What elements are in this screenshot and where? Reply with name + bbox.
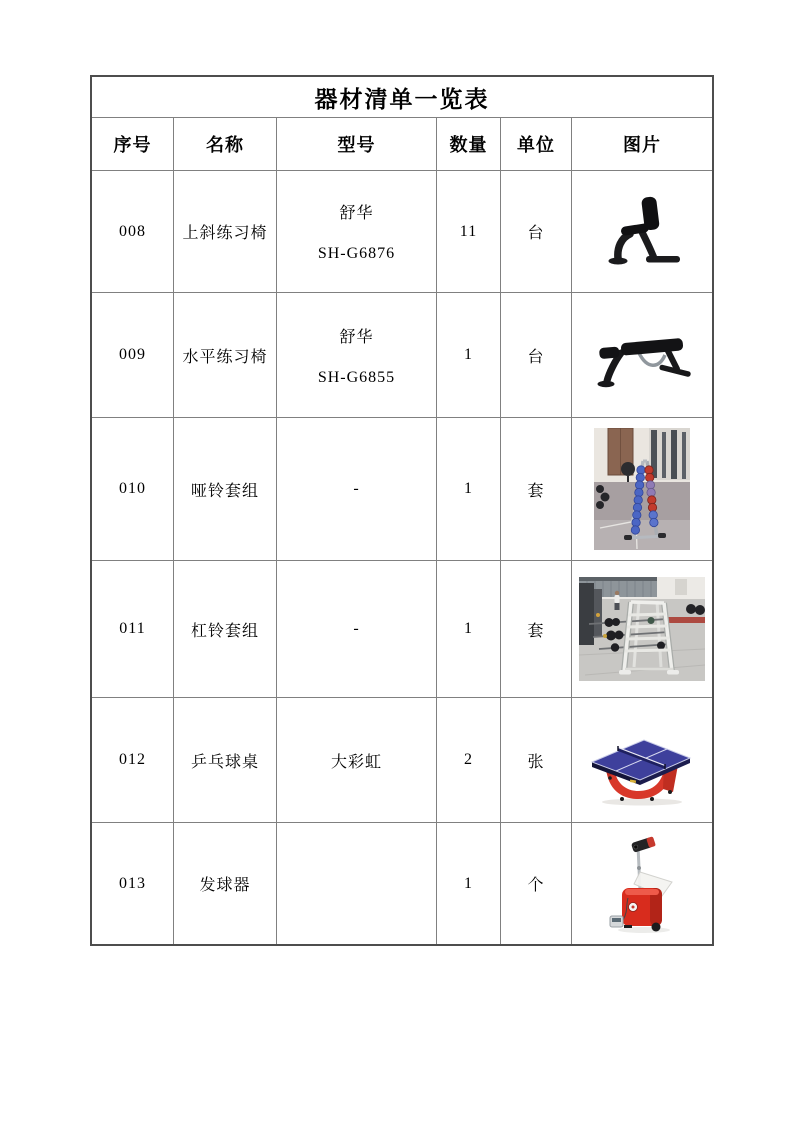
header-cell-model: 型号 bbox=[277, 118, 437, 171]
model-line: SH-G6876 bbox=[317, 245, 396, 262]
cell-qty: 11 bbox=[437, 171, 501, 293]
table-row bbox=[92, 418, 712, 561]
header-cell-qty: 数量 bbox=[437, 118, 501, 171]
cell-image bbox=[572, 293, 712, 418]
cell-qty: 1 bbox=[437, 823, 501, 944]
cell-no: 011 bbox=[92, 561, 174, 698]
incline-exercise-chair-image bbox=[590, 180, 694, 284]
model-line: SH-G6855 bbox=[317, 368, 396, 386]
table-title: 器材清单一览表 bbox=[92, 77, 712, 118]
cell-no: 009 bbox=[92, 293, 174, 418]
table-header-row bbox=[92, 118, 712, 171]
cell-no: 012 bbox=[92, 698, 174, 823]
model-line: - bbox=[353, 620, 360, 637]
model-line: 舒华 bbox=[339, 205, 374, 222]
cell-image bbox=[572, 418, 712, 561]
cell-model bbox=[277, 823, 437, 944]
model-line: 大彩虹 bbox=[330, 753, 382, 771]
cell-name: 乒乓球桌 bbox=[174, 698, 277, 823]
cell-unit: 套 bbox=[501, 418, 572, 561]
cell-qty: 1 bbox=[437, 293, 501, 418]
cell-unit: 台 bbox=[501, 293, 572, 418]
table-row bbox=[92, 698, 712, 823]
header-cell-no: 序号 bbox=[92, 118, 174, 171]
flat-exercise-bench-image bbox=[587, 311, 697, 399]
cell-image bbox=[572, 171, 712, 293]
cell-model bbox=[277, 293, 437, 418]
table-row bbox=[92, 171, 712, 293]
cell-unit: 张 bbox=[501, 698, 572, 823]
cell-no: 013 bbox=[92, 823, 174, 944]
cell-qty: 1 bbox=[437, 418, 501, 561]
cell-unit: 台 bbox=[501, 171, 572, 293]
ball-serving-machine-image bbox=[598, 832, 686, 936]
cell-unit: 个 bbox=[501, 823, 572, 944]
table-row bbox=[92, 561, 712, 698]
header-cell-unit: 单位 bbox=[501, 118, 572, 171]
cell-model bbox=[277, 561, 437, 698]
cell-model bbox=[277, 698, 437, 823]
cell-name: 发球器 bbox=[174, 823, 277, 944]
cell-unit: 套 bbox=[501, 561, 572, 698]
cell-qty: 2 bbox=[437, 698, 501, 823]
cell-no: 010 bbox=[92, 418, 174, 561]
cell-name: 上斜练习椅 bbox=[174, 171, 277, 293]
cell-image bbox=[572, 561, 712, 698]
cell-image bbox=[572, 823, 712, 944]
cell-qty: 1 bbox=[437, 561, 501, 698]
dumbbell-rack-photo-image bbox=[594, 428, 690, 550]
cell-model bbox=[277, 418, 437, 561]
cell-name: 水平练习椅 bbox=[174, 293, 277, 418]
header-cell-image: 图片 bbox=[572, 118, 712, 171]
equipment-list-table bbox=[90, 75, 714, 946]
cell-name: 杠铃套组 bbox=[174, 561, 277, 698]
model-line: 舒华 bbox=[339, 328, 374, 346]
header-cell-name: 名称 bbox=[174, 118, 277, 171]
barbell-rack-photo-image bbox=[579, 577, 705, 681]
model-line: - bbox=[353, 480, 360, 497]
cell-name: 哑铃套组 bbox=[174, 418, 277, 561]
table-row bbox=[92, 293, 712, 418]
cell-no: 008 bbox=[92, 171, 174, 293]
table-row bbox=[92, 823, 712, 944]
cell-model bbox=[277, 171, 437, 293]
cell-image bbox=[572, 698, 712, 823]
table-tennis-table-image bbox=[586, 710, 698, 810]
